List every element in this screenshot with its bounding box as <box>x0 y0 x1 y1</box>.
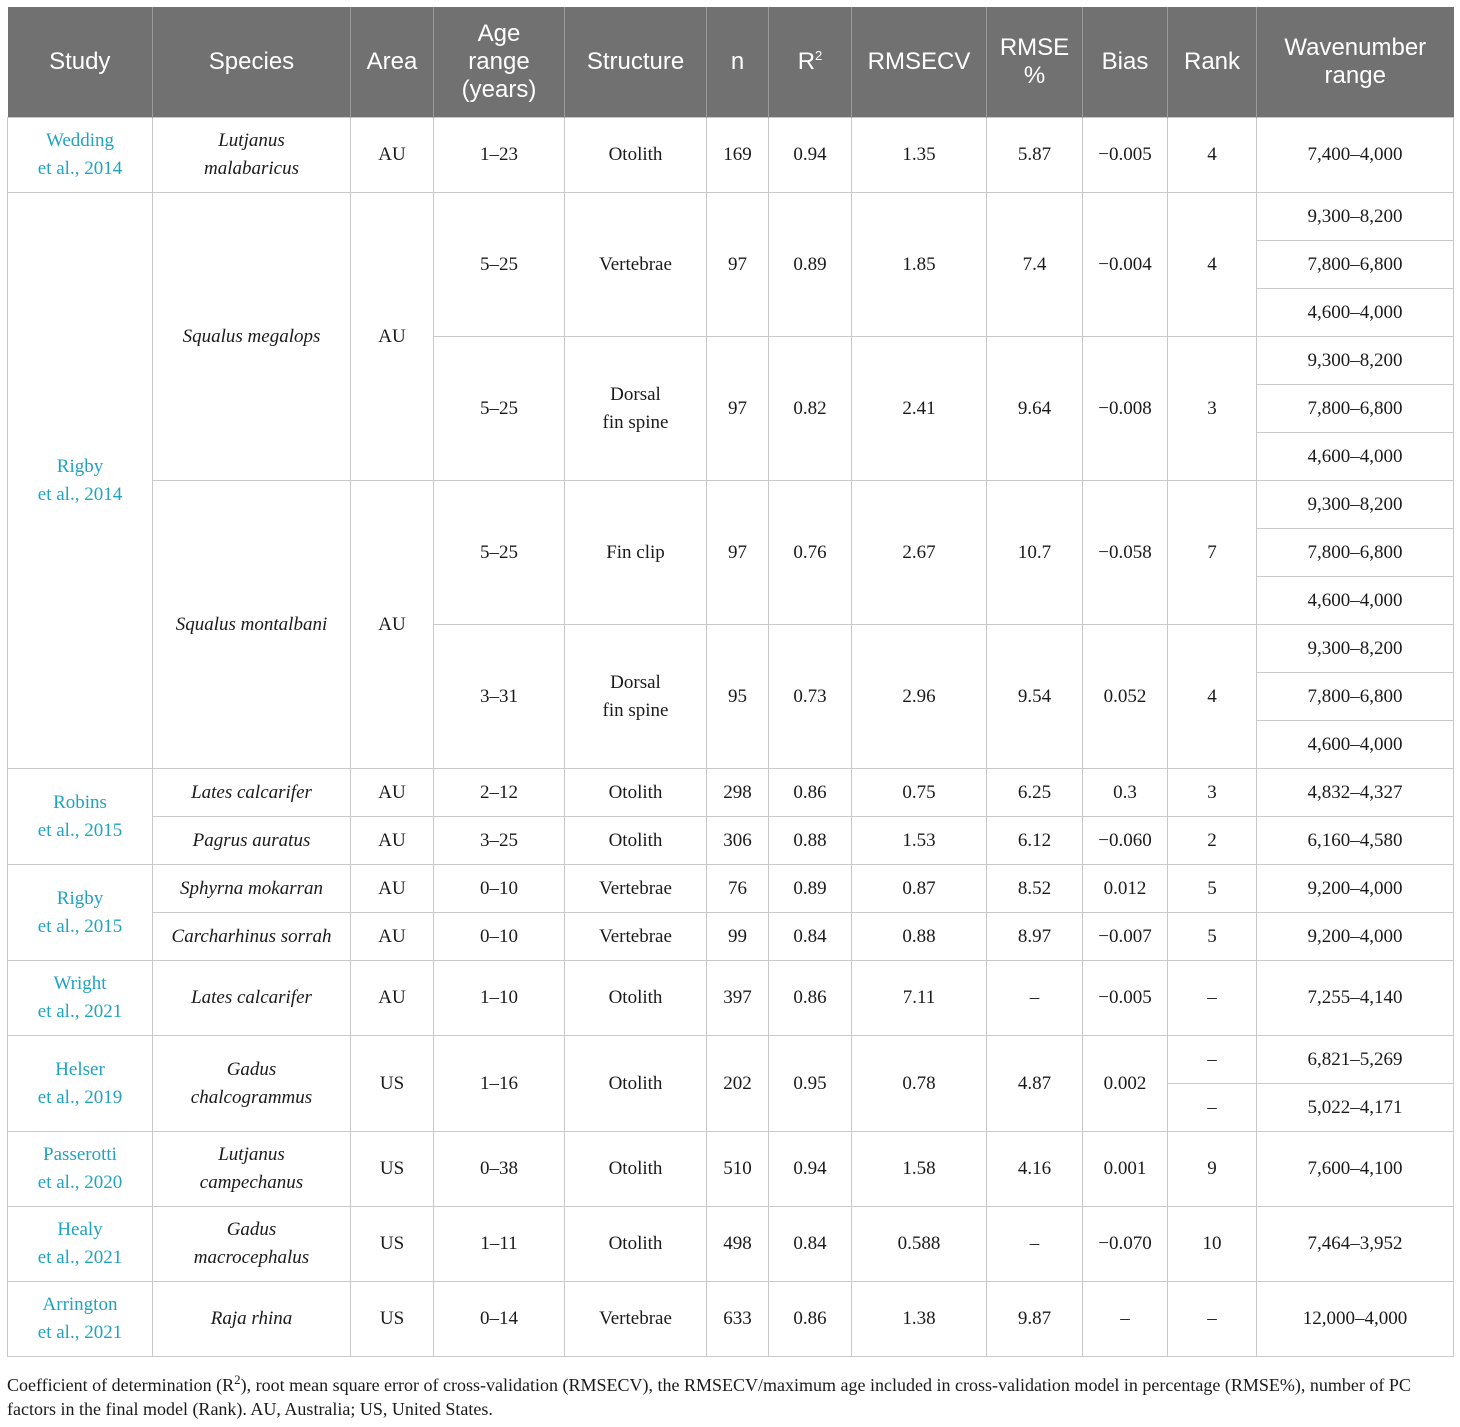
col-area: Area <box>351 7 434 118</box>
rank-cell: – <box>1168 1036 1257 1084</box>
wavenumber-cell: 7,800–6,800 <box>1257 529 1454 577</box>
species-cell: Gadus chalcogrammus <box>153 1036 351 1132</box>
rmse-pct-cell: 6.25 <box>987 769 1083 817</box>
area-cell: AU <box>351 193 434 481</box>
species-cell: Carcharhinus sorrah <box>153 913 351 961</box>
structure-cell: Dorsal fin spine <box>565 337 707 481</box>
wavenumber-cell: 7,400–4,000 <box>1257 118 1454 193</box>
rmsecv-cell: 0.75 <box>852 769 987 817</box>
age-cell: 5–25 <box>434 337 565 481</box>
rmse-pct-cell: 9.87 <box>987 1282 1083 1357</box>
r2-cell: 0.86 <box>769 769 852 817</box>
wavenumber-cell: 7,800–6,800 <box>1257 673 1454 721</box>
bias-cell: −0.060 <box>1083 817 1168 865</box>
table-row <box>8 481 1454 529</box>
species-cell: Lates calcarifer <box>153 769 351 817</box>
wavenumber-cell: 12,000–4,000 <box>1257 1282 1454 1357</box>
col-rmse-pct: RMSE % <box>987 7 1083 118</box>
rmsecv-cell: 0.88 <box>852 913 987 961</box>
table-row <box>8 118 1454 193</box>
study-link[interactable]: Wright et al., 2021 <box>8 961 153 1036</box>
wavenumber-cell: 7,800–6,800 <box>1257 241 1454 289</box>
rmsecv-cell: 2.41 <box>852 337 987 481</box>
table-row <box>8 1036 1454 1084</box>
age-cell: 1–10 <box>434 961 565 1036</box>
age-cell: 1–23 <box>434 118 565 193</box>
wavenumber-cell: 9,300–8,200 <box>1257 193 1454 241</box>
col-wavenumber: Wavenumber range <box>1257 7 1454 118</box>
r2-cell: 0.94 <box>769 118 852 193</box>
table-row <box>8 865 1454 913</box>
r2-cell: 0.94 <box>769 1132 852 1207</box>
species-cell: Sphyrna mokarran <box>153 865 351 913</box>
n-cell: 169 <box>707 118 769 193</box>
area-cell: AU <box>351 481 434 769</box>
r2-cell: 0.84 <box>769 1207 852 1282</box>
col-n: n <box>707 7 769 118</box>
rmsecv-cell: 1.58 <box>852 1132 987 1207</box>
area-cell: AU <box>351 817 434 865</box>
bias-cell: 0.052 <box>1083 625 1168 769</box>
wavenumber-cell: 4,832–4,327 <box>1257 769 1454 817</box>
rmsecv-cell: 7.11 <box>852 961 987 1036</box>
rank-cell: 5 <box>1168 865 1257 913</box>
n-cell: 76 <box>707 865 769 913</box>
r2-cell: 0.88 <box>769 817 852 865</box>
area-cell: US <box>351 1132 434 1207</box>
wavenumber-cell: 9,200–4,000 <box>1257 865 1454 913</box>
age-cell: 3–25 <box>434 817 565 865</box>
rmse-pct-cell: 4.16 <box>987 1132 1083 1207</box>
bias-cell: −0.007 <box>1083 913 1168 961</box>
structure-cell: Otolith <box>565 961 707 1036</box>
bias-cell: – <box>1083 1282 1168 1357</box>
wavenumber-cell: 4,600–4,000 <box>1257 289 1454 337</box>
rmse-pct-cell: 8.52 <box>987 865 1083 913</box>
wavenumber-cell: 4,600–4,000 <box>1257 577 1454 625</box>
rmse-pct-cell: 10.7 <box>987 481 1083 625</box>
study-link[interactable]: Arrington et al., 2021 <box>8 1282 153 1357</box>
rmsecv-cell: 0.87 <box>852 865 987 913</box>
wavenumber-cell: 5,022–4,171 <box>1257 1084 1454 1132</box>
table-row <box>8 913 1454 961</box>
rmsecv-cell: 1.53 <box>852 817 987 865</box>
table-wrapper <box>7 7 1453 1357</box>
table-row <box>8 817 1454 865</box>
species-cell: Gadus macrocephalus <box>153 1207 351 1282</box>
wavenumber-cell: 9,300–8,200 <box>1257 625 1454 673</box>
age-cell: 5–25 <box>434 193 565 337</box>
species-cell: Lates calcarifer <box>153 961 351 1036</box>
wavenumber-cell: 7,464–3,952 <box>1257 1207 1454 1282</box>
r2-cell: 0.73 <box>769 625 852 769</box>
bias-cell: 0.002 <box>1083 1036 1168 1132</box>
age-cell: 2–12 <box>434 769 565 817</box>
study-link[interactable]: Healy et al., 2021 <box>8 1207 153 1282</box>
col-study: Study <box>8 7 153 118</box>
structure-cell: Otolith <box>565 1132 707 1207</box>
structure-cell: Vertebrae <box>565 913 707 961</box>
bias-cell: 0.001 <box>1083 1132 1168 1207</box>
structure-cell: Vertebrae <box>565 1282 707 1357</box>
species-cell: Raja rhina <box>153 1282 351 1357</box>
species-cell: Lutjanus campechanus <box>153 1132 351 1207</box>
rank-cell: 5 <box>1168 913 1257 961</box>
col-structure: Structure <box>565 7 707 118</box>
rmsecv-cell: 2.67 <box>852 481 987 625</box>
table-row <box>8 961 1454 1036</box>
bias-cell: 0.3 <box>1083 769 1168 817</box>
area-cell: AU <box>351 769 434 817</box>
age-cell: 1–11 <box>434 1207 565 1282</box>
r2-cell: 0.84 <box>769 913 852 961</box>
rmsecv-cell: 1.35 <box>852 118 987 193</box>
wavenumber-cell: 4,600–4,000 <box>1257 433 1454 481</box>
rmse-pct-cell: 7.4 <box>987 193 1083 337</box>
age-cell: 0–14 <box>434 1282 565 1357</box>
study-link[interactable]: Passerotti et al., 2020 <box>8 1132 153 1207</box>
rmsecv-cell: 0.78 <box>852 1036 987 1132</box>
rank-cell: – <box>1168 1282 1257 1357</box>
structure-cell: Fin clip <box>565 481 707 625</box>
n-cell: 306 <box>707 817 769 865</box>
area-cell: US <box>351 1036 434 1132</box>
study-link[interactable]: Robins et al., 2015 <box>8 769 153 865</box>
n-cell: 397 <box>707 961 769 1036</box>
rmse-pct-cell: – <box>987 961 1083 1036</box>
n-cell: 97 <box>707 481 769 625</box>
n-cell: 97 <box>707 337 769 481</box>
n-cell: 633 <box>707 1282 769 1357</box>
rank-cell: 7 <box>1168 481 1257 625</box>
bias-cell: −0.070 <box>1083 1207 1168 1282</box>
n-cell: 498 <box>707 1207 769 1282</box>
r2-cell: 0.89 <box>769 865 852 913</box>
n-cell: 95 <box>707 625 769 769</box>
wavenumber-cell: 9,200–4,000 <box>1257 913 1454 961</box>
col-bias: Bias <box>1083 7 1168 118</box>
col-rmsecv: RMSECV <box>852 7 987 118</box>
n-cell: 510 <box>707 1132 769 1207</box>
wavenumber-cell: 4,600–4,000 <box>1257 721 1454 769</box>
col-r2: $R^2$ <box>769 7 852 118</box>
rank-cell: – <box>1168 961 1257 1036</box>
table-row <box>8 1282 1454 1357</box>
age-cell: 0–38 <box>434 1132 565 1207</box>
wavenumber-cell: 9,300–8,200 <box>1257 481 1454 529</box>
rmse-pct-cell: 9.54 <box>987 625 1083 769</box>
structure-cell: Otolith <box>565 817 707 865</box>
structure-cell: Vertebrae <box>565 865 707 913</box>
r2-cell: 0.82 <box>769 337 852 481</box>
study-link[interactable]: Rigby et al., 2014 <box>8 193 153 769</box>
rmsecv-cell: 0.588 <box>852 1207 987 1282</box>
rmse-pct-cell: 6.12 <box>987 817 1083 865</box>
bias-cell: −0.004 <box>1083 193 1168 337</box>
age-cell: 0–10 <box>434 913 565 961</box>
bias-cell: −0.008 <box>1083 337 1168 481</box>
rank-cell: 4 <box>1168 625 1257 769</box>
rmse-pct-cell: – <box>987 1207 1083 1282</box>
n-cell: 97 <box>707 193 769 337</box>
wavenumber-cell: 7,600–4,100 <box>1257 1132 1454 1207</box>
area-cell: AU <box>351 865 434 913</box>
rank-cell: 4 <box>1168 118 1257 193</box>
col-species: Species <box>153 7 351 118</box>
rmse-pct-cell: 9.64 <box>987 337 1083 481</box>
bias-cell: 0.012 <box>1083 865 1168 913</box>
table-row <box>8 1132 1454 1207</box>
r2-cell: 0.86 <box>769 961 852 1036</box>
bias-cell: −0.005 <box>1083 118 1168 193</box>
rank-cell: 3 <box>1168 769 1257 817</box>
rank-cell: 3 <box>1168 337 1257 481</box>
rmsecv-cell: 2.96 <box>852 625 987 769</box>
area-cell: AU <box>351 961 434 1036</box>
rank-cell: 2 <box>1168 817 1257 865</box>
col-age-range: Age range (years) <box>434 7 565 118</box>
species-cell: Pagrus auratus <box>153 817 351 865</box>
table-footnote: Coefficient of determination $(R^2)$, root mean square error of cross-validation (RMSECV), the RMSECV/maximum age included in cross-validation model in percentage (RMSE%), number of PC factors in the final model (Rank). AU, Australia; US, United States. <box>7 1372 1411 1419</box>
r2-cell: 0.89 <box>769 193 852 337</box>
structure-cell: Otolith <box>565 769 707 817</box>
table-row <box>8 193 1454 241</box>
age-cell: 5–25 <box>434 481 565 625</box>
n-cell: 99 <box>707 913 769 961</box>
wavenumber-cell: 6,160–4,580 <box>1257 817 1454 865</box>
bias-cell: −0.058 <box>1083 481 1168 625</box>
n-cell: 202 <box>707 1036 769 1132</box>
structure-cell: Otolith <box>565 1207 707 1282</box>
area-cell: AU <box>351 913 434 961</box>
r2-cell: 0.86 <box>769 1282 852 1357</box>
col-rank: Rank <box>1168 7 1257 118</box>
rank-cell: 10 <box>1168 1207 1257 1282</box>
area-cell: US <box>351 1207 434 1282</box>
study-link[interactable]: Wedding et al., 2014 <box>8 118 153 193</box>
rank-cell: 4 <box>1168 193 1257 337</box>
species-cell: Squalus montalbani <box>153 481 351 769</box>
table-row <box>8 769 1454 817</box>
bias-cell: −0.005 <box>1083 961 1168 1036</box>
structure-cell: Vertebrae <box>565 193 707 337</box>
n-cell: 298 <box>707 769 769 817</box>
wavenumber-cell: 9,300–8,200 <box>1257 337 1454 385</box>
species-cell: Squalus megalops <box>153 193 351 481</box>
rmsecv-cell: 1.85 <box>852 193 987 337</box>
rmse-pct-cell: 5.87 <box>987 118 1083 193</box>
structure-cell: Otolith <box>565 118 707 193</box>
r2-cell: 0.76 <box>769 481 852 625</box>
age-cell: 1–16 <box>434 1036 565 1132</box>
r2-cell: 0.95 <box>769 1036 852 1132</box>
wavenumber-cell: 7,800–6,800 <box>1257 385 1454 433</box>
wavenumber-cell: 6,821–5,269 <box>1257 1036 1454 1084</box>
header-row <box>8 7 1454 118</box>
study-link[interactable]: Rigby et al., 2015 <box>8 865 153 961</box>
rmse-pct-cell: 4.87 <box>987 1036 1083 1132</box>
rmse-pct-cell: 8.97 <box>987 913 1083 961</box>
study-link[interactable]: Helser et al., 2019 <box>8 1036 153 1132</box>
structure-cell: Dorsal fin spine <box>565 625 707 769</box>
nir-age-study-table <box>7 7 1454 1357</box>
area-cell: AU <box>351 118 434 193</box>
rank-cell: 9 <box>1168 1132 1257 1207</box>
wavenumber-cell: 7,255–4,140 <box>1257 961 1454 1036</box>
age-cell: 3–31 <box>434 625 565 769</box>
species-cell: Lutjanus malabaricus <box>153 118 351 193</box>
rank-cell: – <box>1168 1084 1257 1132</box>
area-cell: US <box>351 1282 434 1357</box>
table-row <box>8 1207 1454 1282</box>
rmsecv-cell: 1.38 <box>852 1282 987 1357</box>
age-cell: 0–10 <box>434 865 565 913</box>
structure-cell: Otolith <box>565 1036 707 1132</box>
